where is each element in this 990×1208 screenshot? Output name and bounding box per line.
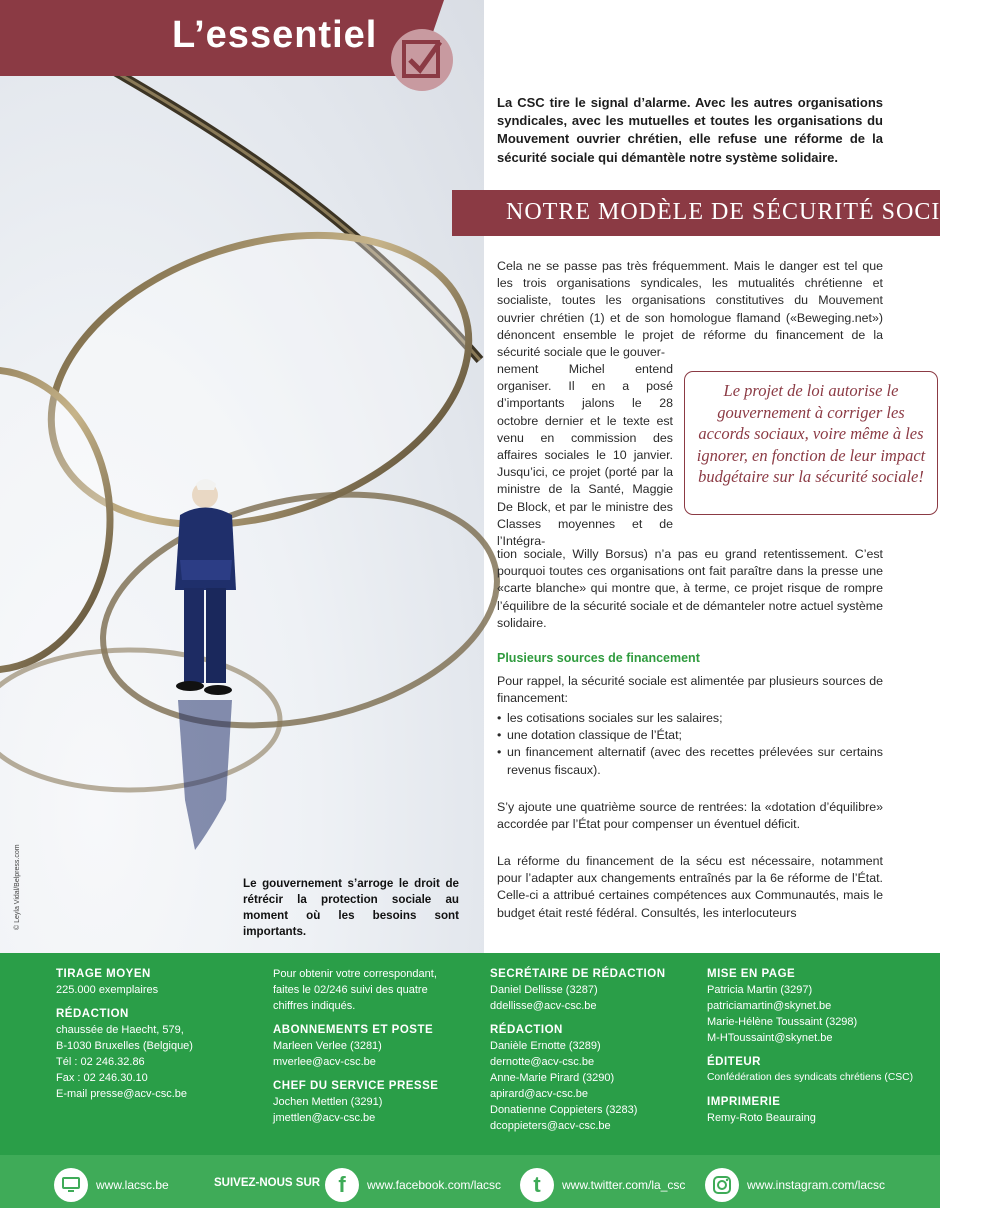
facebook-link[interactable]: [325, 1168, 501, 1202]
twitter-url: www.twitter.com/la_csc: [562, 1178, 686, 1192]
secretary-heading: SECRÉTAIRE DE RÉDACTION: [490, 968, 666, 980]
facebook-url: www.facebook.com/lacsc: [367, 1178, 502, 1192]
section-heading-band: [452, 190, 990, 236]
twitter-link[interactable]: [520, 1168, 685, 1202]
instagram-icon: [705, 1168, 739, 1202]
section-heading: NOTRE MODÈLE DE SÉCURITÉ SOCIALE: [506, 199, 990, 225]
computer-icon: [54, 1168, 88, 1202]
article-subheading: Plusieurs sources de financement: [497, 651, 700, 665]
subscriptions-email[interactable]: mverlee@acv-csc.be: [273, 1056, 376, 1068]
contact-intro-2: faites le 02/246 suivi des quatre: [273, 984, 428, 996]
layout-1-email[interactable]: patriciamartin@skynet.be: [707, 1000, 832, 1012]
footer-column-3: [490, 966, 666, 1134]
printer-name: Remy-Roto Beauraing: [707, 1112, 816, 1124]
phone: Tél : 02 246.32.86: [56, 1056, 145, 1068]
address-line-2: B-1030 Bruxelles (Belgique): [56, 1040, 193, 1052]
secretary-name: Daniel Dellisse (3287): [490, 984, 598, 996]
layout-2-email[interactable]: M-HToussaint@skynet.be: [707, 1032, 833, 1044]
intro-text: La CSC tire le signal d’alarme. Avec les autres organisations syndicales, avec les mutuelles et toutes les organisations du Mouvement ouvrier chrétien, elle refuse une réforme de la sécurité sociale qui démantèle notre système solidaire.: [497, 95, 883, 165]
email[interactable]: E-mail presse@acv-csc.be: [56, 1088, 187, 1100]
editor-1-name: Danièle Ernotte (3289): [490, 1040, 601, 1052]
press-chief-heading: CHEF DU SERVICE PRESSE: [273, 1080, 439, 1092]
checkbox-icon: [390, 28, 454, 92]
fax: Fax : 02 246.30.10: [56, 1072, 148, 1084]
instagram-url: www.instagram.com/lacsc: [747, 1178, 886, 1192]
publisher-heading: ÉDITEUR: [707, 1056, 761, 1068]
editor-2-name: Anne-Marie Pirard (3290): [490, 1072, 615, 1084]
list-item: • les cotisations sociales sur les salaires;: [497, 710, 883, 727]
editor-3-email[interactable]: dcoppieters@acv-csc.be: [490, 1120, 611, 1132]
subscriptions-heading: ABONNEMENTS ET POSTE: [273, 1024, 434, 1036]
footer-column-2: [273, 966, 438, 1126]
contact-intro-1: Pour obtenir votre correspondant,: [273, 968, 437, 980]
photo-caption: Le gouvernement s’arroge le droit de rétrécir la protection sociale au moment où les besoins sont importants.: [243, 877, 459, 938]
press-chief-name: Jochen Mettlen (3291): [273, 1096, 383, 1108]
editor-1-email[interactable]: dernotte@acv-csc.be: [490, 1056, 595, 1068]
instagram-link[interactable]: [705, 1168, 885, 1202]
layout-2-name: Marie-Hélène Toussaint (3298): [707, 1016, 858, 1028]
article-paragraph-1a: Cela ne se passe pas très fréquemment. Mais le danger est tel que les trois organisations syndicales, les mutualités chrétienne et socialiste, toutes les organisations constitutives du Mouvement ouvrier chrétien (1) et de son homologue flamand («Beweging.net») dénoncent ensemble le projet de réforme du financement de la sécurité sociale que le gouver-: [497, 259, 883, 360]
list-item: • un financement alternatif (avec des recettes prélevées sur certains revenus fiscaux).: [497, 744, 883, 778]
redaction-heading: RÉDACTION: [56, 1008, 129, 1020]
contact-intro-3: chiffres indiqués.: [273, 1000, 356, 1012]
pull-quote: Le projet de loi autorise le gouvernement à corriger les accords sociaux, voire même à les ignorer, en fonction de leur impact budgétaire sur la sécurité sociale!: [684, 371, 938, 515]
footer-column-4: [707, 966, 913, 1126]
article-paragraph-4: La réforme du financement de la sécu est nécessaire, notamment pour l’adapter aux changements entraînés par la 6e réforme de l’État. Celle-ci a attribué certaines compétences aux Communautés, mais le budget était resté fédéral. Consultés, les interlocuteurs: [497, 854, 883, 920]
tirage-heading: TIRAGE MOYEN: [56, 968, 151, 980]
page-title: L’essentiel: [172, 14, 378, 56]
press-chief-email[interactable]: jmettlen@acv-csc.be: [273, 1112, 376, 1124]
glasses-illustration: [0, 0, 484, 953]
follow-us-label: SUIVEZ-NOUS SUR: [214, 1177, 321, 1189]
funding-sources-list: [497, 710, 883, 779]
layout-1-name: Patricia Martin (3297): [707, 984, 813, 996]
publisher-name: Confédération des syndicats chrétiens (CSC): [707, 1072, 914, 1083]
article-paragraph-1b: nement Michel entend organiser. Il en a posé d’importants jalons le 28 octobre dernier et le texte est venu en commission des affaires sociales le 10 janvier. Jusqu’ici, ce projet (porté par la ministre de la Santé, Maggie De Block, et par le ministre des Classes moyennes et de l’Intégra-: [497, 362, 673, 549]
article-paragraph-1c: tion sociale, Willy Borsus) n’a pas eu grand retentissement. C’est pourquoi toutes ces organisations ont fait paraître dans la presse une «carte blanche» qui montre que, à terme, ce projet risque de rompre l’équilibre de la sécurité sociale et de démanteler notre actuel système solidaire.: [497, 547, 883, 630]
article-paragraph-2: Pour rappel, la sécurité sociale est alimentée par plusieurs sources de financement:: [497, 674, 883, 706]
footer-column-1: [56, 966, 193, 1102]
editorial-heading: RÉDACTION: [490, 1024, 563, 1036]
layout-heading: MISE EN PAGE: [707, 968, 796, 980]
address-line-1: chaussée de Haecht, 579,: [56, 1024, 184, 1036]
website-link[interactable]: [54, 1168, 169, 1202]
subscriptions-contact: Marleen Verlee (3281): [273, 1040, 382, 1052]
printer-heading: IMPRIMERIE: [707, 1096, 781, 1108]
cover-photo: [0, 0, 484, 953]
editor-2-email[interactable]: apirard@acv-csc.be: [490, 1088, 588, 1100]
secretary-email[interactable]: ddellisse@acv-csc.be: [490, 1000, 597, 1012]
twitter-icon: t: [520, 1168, 554, 1202]
facebook-icon: f: [325, 1168, 359, 1202]
article-paragraph-3: S’y ajoute une quatrième source de rentrées: la «dotation d’équilibre» accordée par l’État pour compenser un éventuel déficit.: [497, 800, 883, 832]
tirage-value: 225.000 exemplaires: [56, 984, 159, 996]
list-item: • une dotation classique de l’État;: [497, 727, 883, 744]
photo-credit: © Leyla Vidal/Belpress.com: [14, 844, 21, 930]
website-url: www.lacsc.be: [96, 1178, 169, 1192]
editor-3-name: Donatienne Coppieters (3283): [490, 1104, 638, 1116]
